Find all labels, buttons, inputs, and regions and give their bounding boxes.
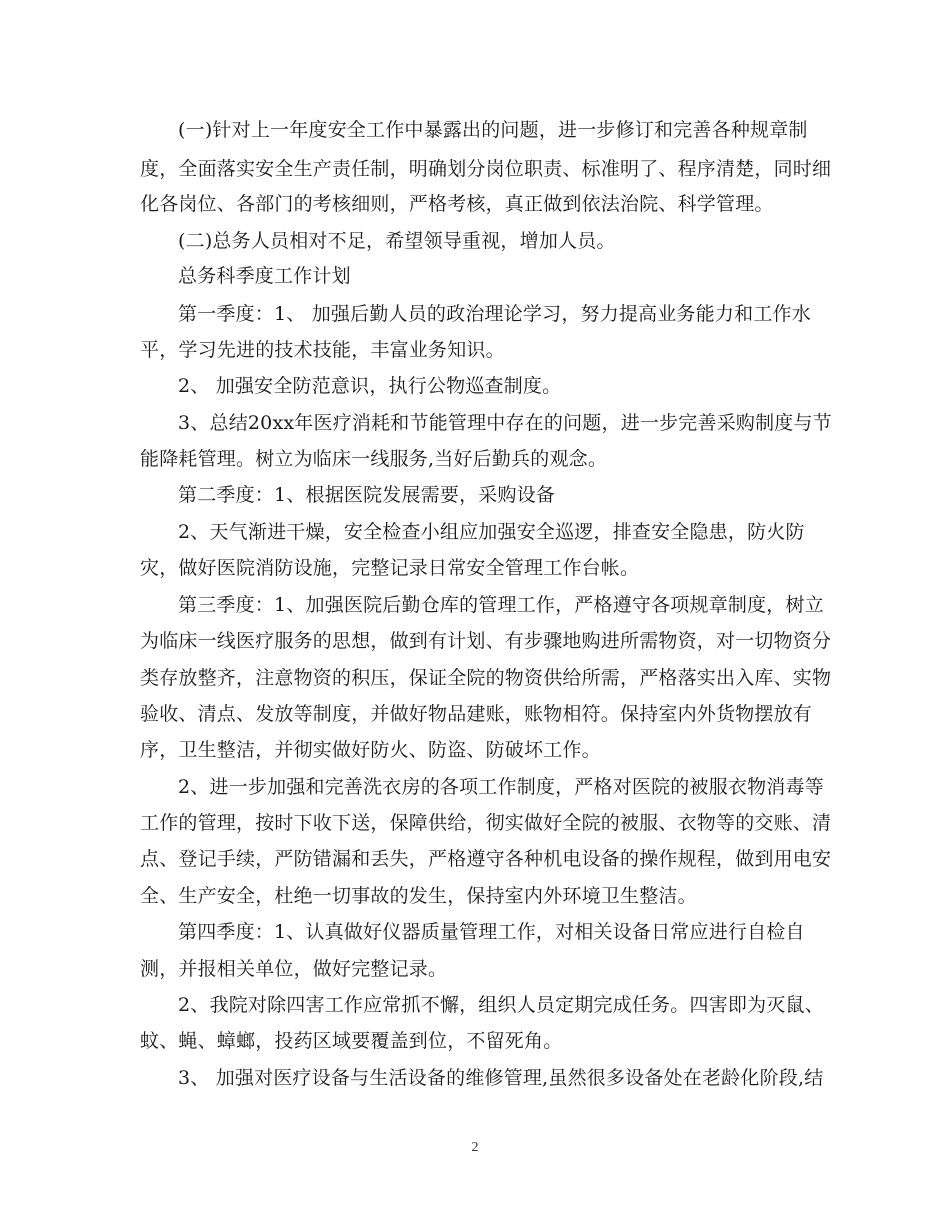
paragraph-line: 2、天气渐进干燥，安全检查小组应加强安全巡逻，排查安全隐患，防火防 [178, 521, 805, 543]
paragraph-line: (一)针对上一年度安全工作中暴露出的问题，进一步修订和完善各种规章制 [178, 119, 808, 141]
paragraph-line: 度，全面落实安全生产责任制，明确划分岗位职责、标准明了、程序清楚，同时细 [140, 158, 832, 180]
page-number: 2 [471, 1140, 479, 1155]
paragraph-line: 全、生产安全，杜绝一切事故的发生，保持室内外环境卫生整洁。 [140, 885, 697, 907]
paragraph-line: 蚊、蝇、蟑螂，投药区域要覆盖到位，不留死角。 [140, 1030, 563, 1052]
paragraph-line: 2、我院对除四害工作应常抓不懈，组织人员定期完成任务。四害即为灭鼠、 [178, 994, 824, 1016]
paragraph-line: 平，学习先进的技术技能，丰富业务知识。 [140, 339, 505, 361]
paragraph-line: 序，卫生整洁，并彻实做好防火、防盗、防破坏工作。 [140, 739, 601, 761]
paragraph-line: 测，并报相关单位，做好完整记录。 [140, 958, 448, 980]
paragraph-line: 类存放整齐，注意物资的积压，保证全院的物资供给所需，严格落实出入库、实物 [140, 667, 832, 689]
paragraph-line: 2、 加强安全防范意识，执行公物巡查制度。 [178, 375, 562, 397]
paragraph-line: 第一季度：1、 加强后勤人员的政治理论学习，努力提高业务能力和工作水 [178, 303, 811, 325]
paragraph-line: 2、进一步加强和完善洗衣房的各项工作制度，严格对医院的被服衣物消毒等 [178, 776, 824, 798]
paragraph-line: 点、登记手续，严防错漏和丢失，严格遵守各种机电设备的操作规程，做到用电安 [140, 848, 832, 870]
paragraph-line: 能降耗管理。树立为临床一线服务,当好后勤兵的观念。 [140, 448, 608, 470]
paragraph-line: 第二季度：1、根据医院发展需要，采购设备 [178, 484, 556, 506]
paragraph-line: 工作的管理，按时下收下送，保障供给，彻实做好全院的被服、衣物等的交账、清 [140, 812, 832, 834]
paragraph-line: 灾，做好医院消防设施，完整记录日常安全管理工作台帐。 [140, 557, 640, 579]
paragraph-line: 3、 加强对医疗设备与生活设备的维修管理,虽然很多设备处在老龄化阶段,结 [178, 1067, 824, 1089]
paragraph-line: 为临床一线医疗服务的思想，做到有计划、有步骤地购进所需物资，对一切物资分 [140, 630, 832, 652]
paragraph-line: 3、总结20xx年医疗消耗和节能管理中存在的问题，进一步完善采购制度与节 [178, 412, 832, 434]
section-heading: 总务科季度工作计划 [178, 265, 351, 287]
paragraph-line: 验收、清点、发放等制度，并做好物品建账，账物相符。保持室内外货物摆放有 [140, 703, 813, 725]
paragraph-line: 第三季度：1、加强医院后勤仓库的管理工作，严格遵守各项规章制度，树立 [178, 594, 824, 616]
paragraph-line: 第四季度：1、认真做好仪器质量管理工作，对相关设备日常应进行自检自 [178, 921, 805, 943]
paragraph-line: (二)总务人员相对不足，希望领导重视，增加人员。 [178, 230, 616, 252]
paragraph-line: 化各岗位、各部门的考核细则，严格考核，真正做到依法治院、科学管理。 [140, 193, 774, 215]
